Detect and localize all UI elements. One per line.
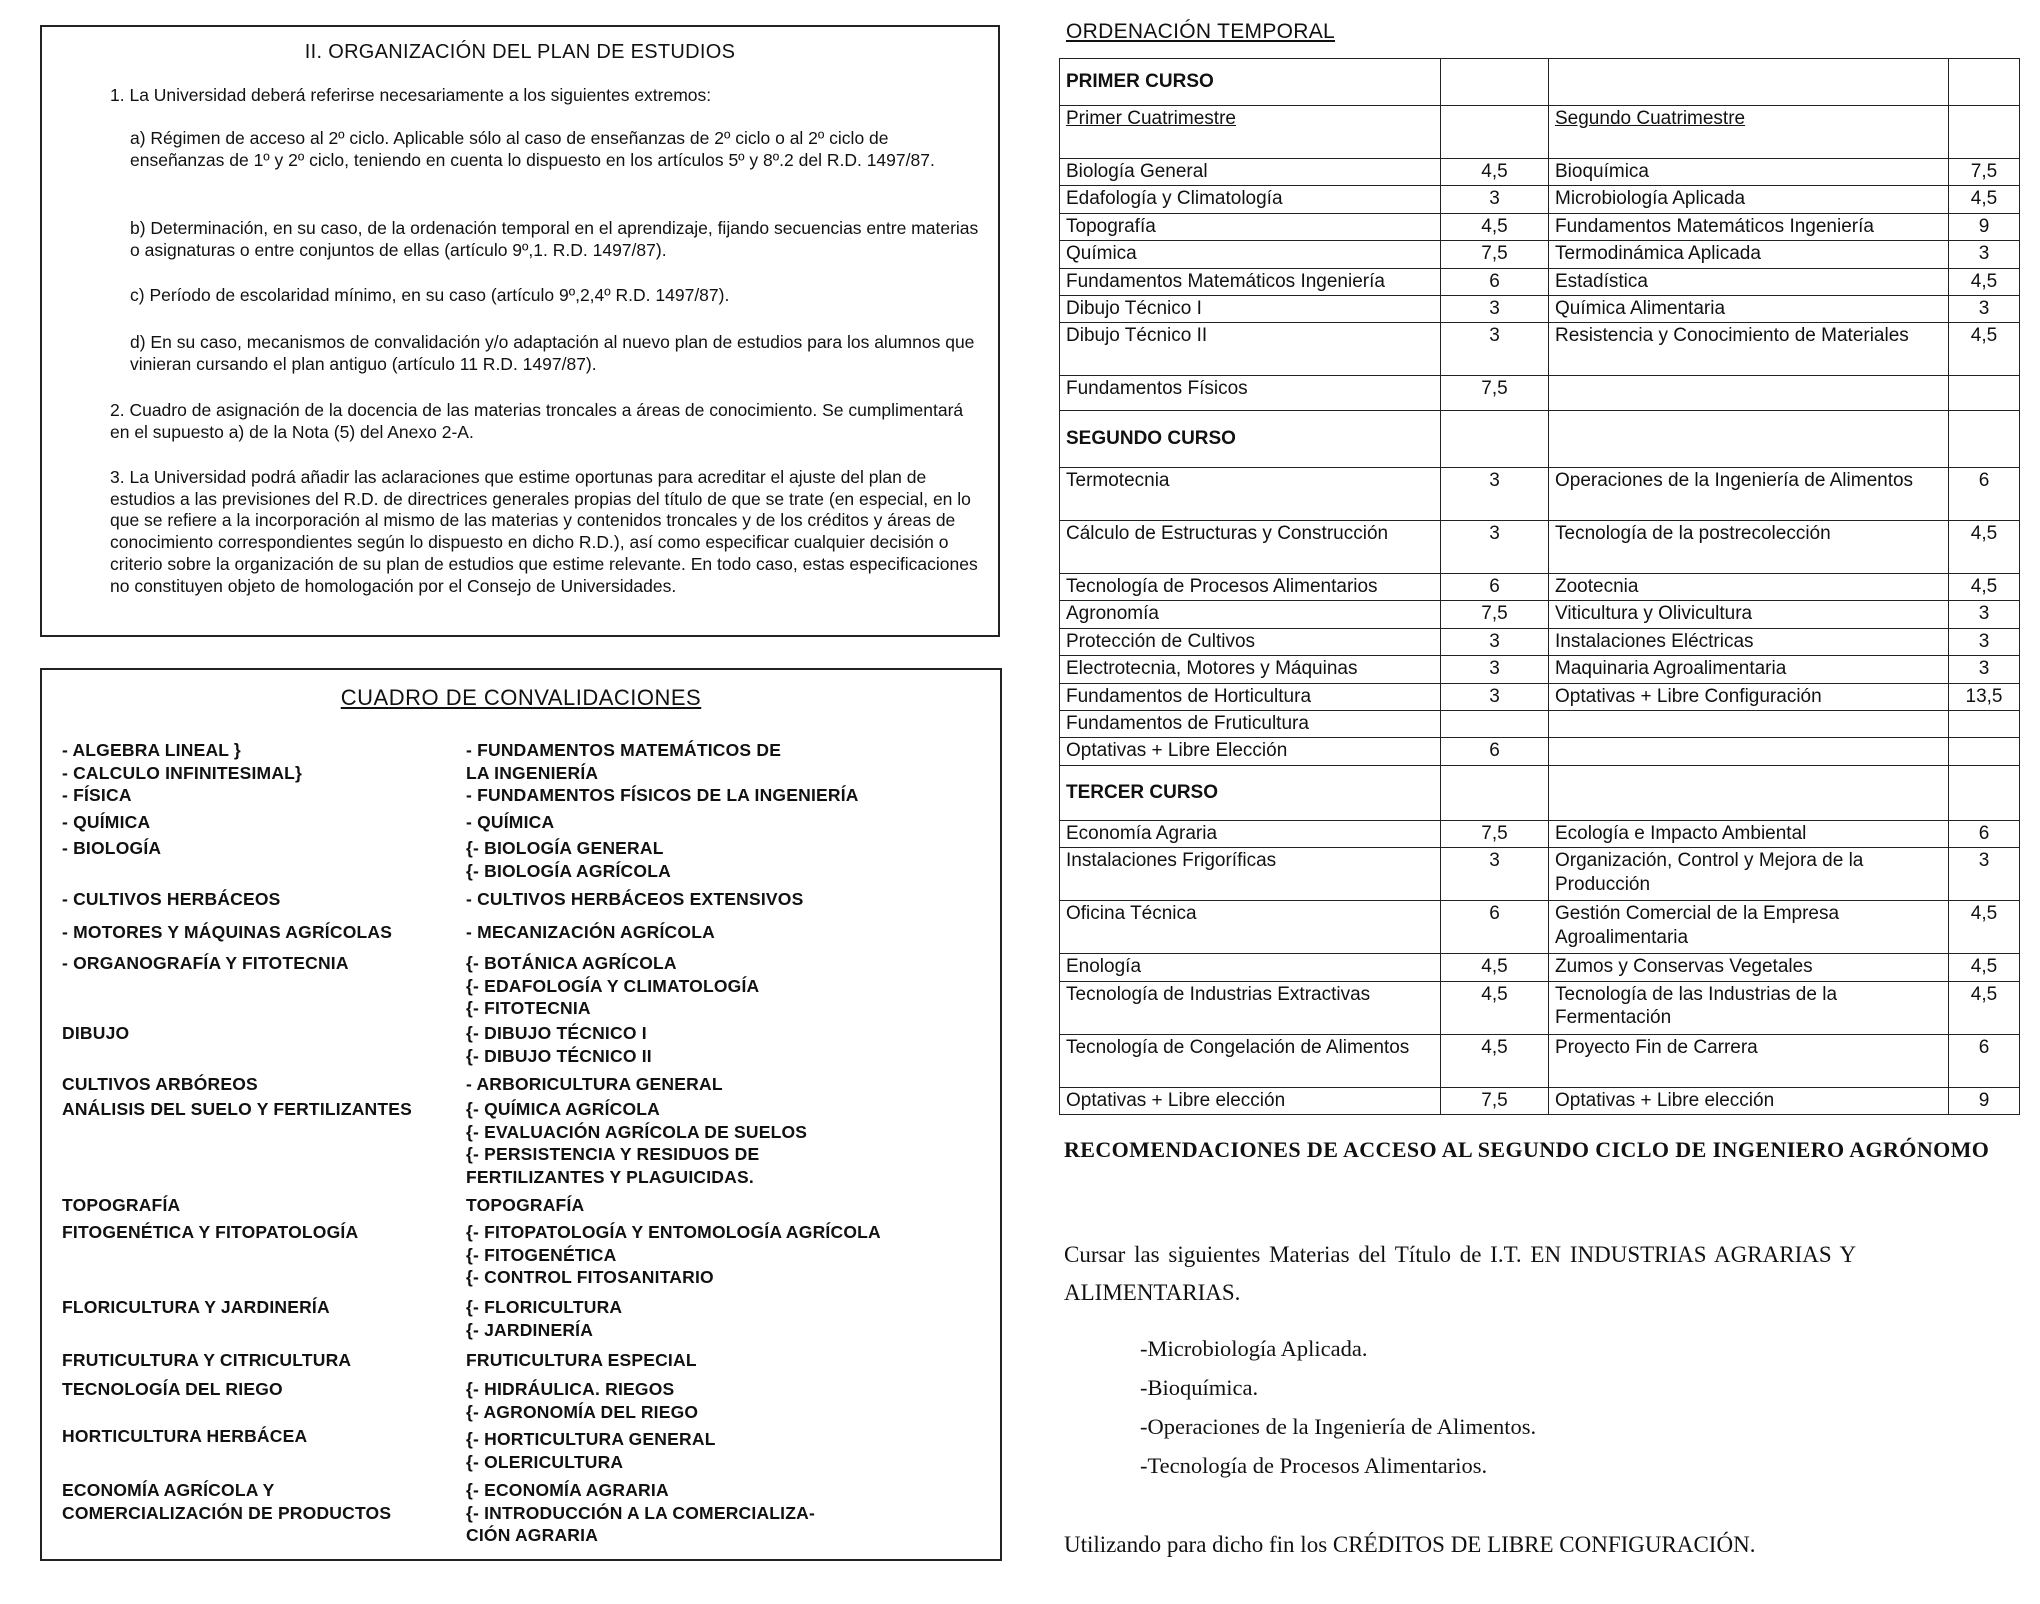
subject-first-term: Topografía: [1060, 213, 1441, 240]
subject-first-term: Optativas + Libre Elección: [1060, 738, 1441, 766]
conv-left-3: - QUÍMICA: [62, 812, 151, 832]
subject-first-term: Instalaciones Frigoríficas: [1060, 848, 1441, 901]
subject-first-term: Fundamentos de Horticultura: [1060, 683, 1441, 710]
credits-first-term: 4,5: [1441, 954, 1549, 981]
tercer-curso-rows: [1060, 820, 2020, 1114]
conv-right-11: TOPOGRAFÍA: [466, 1195, 585, 1215]
credits-first-term: 3: [1441, 520, 1549, 573]
conv-left-12: FITOGENÉTICA Y FITOPATOLOGÍA: [62, 1222, 359, 1242]
segundo-curso-rows: [1060, 467, 2020, 765]
table-row: [1060, 186, 2020, 213]
credits-first-term: 3: [1441, 628, 1549, 655]
table-row: [1060, 573, 2020, 600]
ordenacion-table: [1059, 58, 2020, 1115]
credits-first-term: 7,5: [1441, 820, 1549, 847]
subject-second-term: Proyecto Fin de Carrera: [1549, 1034, 1949, 1087]
subject-first-term: Edafología y Climatología: [1060, 186, 1441, 213]
conv-left-13: FLORICULTURA Y JARDINERÍA: [62, 1297, 330, 1317]
subject-first-term: Oficina Técnica: [1060, 901, 1441, 954]
credits-second-term: [1949, 738, 2020, 766]
conv-right-2: - FUNDAMENTOS FÍSICOS DE LA INGENIERÍA: [466, 785, 859, 805]
organizacion-box: [40, 25, 1000, 637]
credits-second-term: 4,5: [1949, 954, 2020, 981]
credits-first-term: 6: [1441, 738, 1549, 766]
segundo-cuatrimestre-label: Segundo Cuatrimestre: [1549, 105, 1949, 158]
credits-second-term: 6: [1949, 820, 2020, 847]
credits-first-term: 4,5: [1441, 981, 1549, 1034]
credits-first-term: 3: [1441, 186, 1549, 213]
convalidaciones-title: CUADRO DE CONVALIDACIONES: [340, 685, 702, 710]
subject-first-term: Fundamentos de Fruticultura: [1060, 711, 1441, 738]
credits-first-term: 3: [1441, 295, 1549, 322]
conv-right-3: - QUÍMICA: [466, 812, 555, 832]
subject-first-term: Protección de Cultivos: [1060, 628, 1441, 655]
subject-first-term: Dibujo Técnico I: [1060, 295, 1441, 322]
conv-right-15: {- HIDRÁULICA. RIEGOS {- AGRONOMÍA DEL RIEGO: [466, 1379, 699, 1422]
table-row: [1060, 158, 2020, 185]
credits-first-term: 3: [1441, 656, 1549, 683]
subject-second-term: Estadística: [1549, 268, 1949, 295]
recomendaciones-note: Utilizando para dicho fin los CRÉDITOS DE LIBRE CONFIGURACIÓN.: [1064, 1532, 1756, 1557]
table-row: [1060, 738, 2020, 766]
subject-second-term: Fundamentos Matemáticos Ingeniería: [1549, 213, 1949, 240]
conv-left-14: FRUTICULTURA Y CITRICULTURA: [62, 1350, 352, 1370]
conv-right-16: {- HORTICULTURA GENERAL {- OLERICULTURA: [466, 1429, 716, 1472]
conv-right-8: {- DIBUJO TÉCNICO I {- DIBUJO TÉCNICO II: [466, 1023, 652, 1066]
table-row: [1060, 820, 2020, 847]
conv-right-10: {- QUÍMICA AGRÍCOLA {- EVALUACIÓN AGRÍCOLA DE SUELOS {- PERSISTENCIA Y RESIDUOS DE FERTILIZANTES Y PLAGUICIDAS.: [466, 1099, 808, 1187]
credits-second-term: 4,5: [1949, 981, 2020, 1034]
credits-second-term: 7,5: [1949, 158, 2020, 185]
subject-first-term: Dibujo Técnico II: [1060, 323, 1441, 376]
recomendacion-item: -Bioquímica.: [1140, 1375, 1259, 1400]
subject-second-term: [1549, 376, 1949, 411]
subject-second-term: Microbiología Aplicada: [1549, 186, 1949, 213]
conv-left-11: TOPOGRAFÍA: [62, 1195, 181, 1215]
organizacion-item-c: c) Período de escolaridad mínimo, en su caso (artículo 9º,2,4º R.D. 1497/87).: [130, 285, 730, 305]
credits-first-term: 4,5: [1441, 158, 1549, 185]
conv-left-2: - FÍSICA: [62, 785, 132, 805]
credits-second-term: 3: [1949, 295, 2020, 322]
conv-right-12: {- FITOPATOLOGÍA Y ENTOMOLOGÍA AGRÍCOLA {- FITOGENÉTICA {- CONTROL FITOSANITARIO: [466, 1222, 881, 1287]
conv-right-17: {- ECONOMÍA AGRARIA {- INTRODUCCIÓN A LA COMERCIALIZA- CIÓN AGRARIA: [466, 1480, 815, 1545]
subject-second-term: Resistencia y Conocimiento de Materiales: [1549, 323, 1949, 376]
subject-second-term: Zumos y Conservas Vegetales: [1549, 954, 1949, 981]
subject-first-term: Electrotecnia, Motores y Máquinas: [1060, 656, 1441, 683]
subject-first-term: Fundamentos Matemáticos Ingeniería: [1060, 268, 1441, 295]
subject-first-term: Química: [1060, 241, 1441, 268]
credits-second-term: [1949, 376, 2020, 411]
subject-first-term: Optativas + Libre elección: [1060, 1087, 1441, 1114]
table-row: [1060, 59, 2020, 106]
organizacion-item-d: d) En su caso, mecanismos de convalidación y/o adaptación al nuevo plan de estudios para los alumnos que vinieran cursando el plan antiguo (artículo 11 R.D. 1497/87).: [130, 332, 975, 374]
conv-right-1: - FUNDAMENTOS MATEMÁTICOS DE LA INGENIERÍA: [466, 740, 782, 783]
subject-first-term: Fundamentos Físicos: [1060, 376, 1441, 411]
subject-first-term: Cálculo de Estructuras y Construcción: [1060, 520, 1441, 573]
credits-second-term: 3: [1949, 601, 2020, 628]
table-row: [1060, 268, 2020, 295]
subject-second-term: Zootecnia: [1549, 573, 1949, 600]
credits-second-term: 3: [1949, 656, 2020, 683]
credits-first-term: 7,5: [1441, 601, 1549, 628]
credits-first-term: 3: [1441, 323, 1549, 376]
conv-left-8: DIBUJO: [62, 1023, 130, 1043]
organizacion-p3: 3. La Universidad podrá añadir las aclaraciones que estime oportunas para acreditar el ajuste del plan de estudios a las previsiones del R.D. de directrices generales propias del título de que se trate (en especial, en lo que se refiere a la incorporación al mismo de las materias y contenidos troncales y de los créditos y áreas de conocimiento correspondientes según lo dispuesto en dicho R.D.), así como especificar cualquier decisión o criterio sobre la organización de su plan de estudios que estime relevante. En todo caso, estas especificaciones no constituyen objeto de homologación por el Consejo de Universidades.: [110, 467, 978, 596]
conv-left-15: TECNOLOGÍA DEL RIEGO: [62, 1379, 283, 1399]
subject-second-term: Ecología e Impacto Ambiental: [1549, 820, 1949, 847]
subject-second-term: Instalaciones Eléctricas: [1549, 628, 1949, 655]
credits-first-term: 6: [1441, 573, 1549, 600]
primer-curso-heading: PRIMER CURSO: [1060, 59, 1441, 106]
organizacion-p2: 2. Cuadro de asignación de la docencia de las materias troncales a áreas de conocimiento. Se cumplimentará en el supuesto a) de la Nota (5) del Anexo 2-A.: [110, 400, 964, 442]
subject-first-term: Enología: [1060, 954, 1441, 981]
table-row: [1060, 981, 2020, 1034]
credits-second-term: 9: [1949, 213, 2020, 240]
subject-second-term: Bioquímica: [1549, 158, 1949, 185]
credits-first-term: 7,5: [1441, 376, 1549, 411]
table-row: [1060, 213, 2020, 240]
conv-left-10: ANÁLISIS DEL SUELO Y FERTILIZANTES: [62, 1099, 413, 1119]
conv-left-5: - CULTIVOS HERBÁCEOS: [62, 889, 281, 909]
subject-first-term: Economía Agraria: [1060, 820, 1441, 847]
credits-first-term: 4,5: [1441, 213, 1549, 240]
conv-right-14: FRUTICULTURA ESPECIAL: [466, 1350, 697, 1370]
conv-right-6: - MECANIZACIÓN AGRÍCOLA: [466, 922, 715, 942]
credits-second-term: [1949, 711, 2020, 738]
table-row: [1060, 628, 2020, 655]
subject-second-term: Organización, Control y Mejora de la Producción: [1549, 848, 1949, 901]
table-row: [1060, 323, 2020, 376]
subject-first-term: Biología General: [1060, 158, 1441, 185]
table-row: [1060, 766, 2020, 821]
subject-second-term: [1549, 738, 1949, 766]
table-row: [1060, 295, 2020, 322]
table-row: [1060, 520, 2020, 573]
subject-second-term: Química Alimentaria: [1549, 295, 1949, 322]
credits-second-term: 4,5: [1949, 901, 2020, 954]
credits-second-term: 9: [1949, 1087, 2020, 1114]
subject-first-term: Tecnología de Congelación de Alimentos: [1060, 1034, 1441, 1087]
subject-second-term: Tecnología de las Industrias de la Fermentación: [1549, 981, 1949, 1034]
conv-left-4: - BIOLOGÍA: [62, 838, 162, 858]
subject-first-term: Tecnología de Procesos Alimentarios: [1060, 573, 1441, 600]
subject-first-term: Agronomía: [1060, 601, 1441, 628]
credits-second-term: 6: [1949, 467, 2020, 520]
recomendacion-item: -Operaciones de la Ingeniería de Alimentos.: [1140, 1414, 1537, 1439]
conv-right-7: {- BOTÁNICA AGRÍCOLA {- EDAFOLOGÍA Y CLIMATOLOGÍA {- FITOTECNIA: [466, 953, 760, 1018]
organizacion-item-b: b) Determinación, en su caso, de la ordenación temporal en el aprendizaje, fijando secuencias entre materias o asignaturas o entre conjuntos de ellas (artículo 9º,1. R.D. 1497/87).: [130, 218, 979, 260]
tercer-curso-heading: TERCER CURSO: [1060, 766, 1441, 821]
conv-left-7: - ORGANOGRAFÍA Y FITOTECNIA: [62, 953, 349, 973]
subject-first-term: Termotecnia: [1060, 467, 1441, 520]
credits-second-term: 13,5: [1949, 683, 2020, 710]
conv-right-9: - ARBORICULTURA GENERAL: [466, 1074, 723, 1094]
conv-right-4: {- BIOLOGÍA GENERAL {- BIOLOGÍA AGRÍCOLA: [466, 838, 671, 881]
conv-left-9: CULTIVOS ARBÓREOS: [62, 1074, 258, 1094]
recomendacion-item: -Microbiología Aplicada.: [1140, 1336, 1368, 1361]
credits-second-term: 4,5: [1949, 186, 2020, 213]
table-row: [1060, 105, 2020, 158]
subject-first-term: Tecnología de Industrias Extractivas: [1060, 981, 1441, 1034]
table-row: [1060, 901, 2020, 954]
credits-first-term: 6: [1441, 268, 1549, 295]
segundo-curso-heading: SEGUNDO CURSO: [1060, 410, 1441, 467]
table-row: [1060, 376, 2020, 411]
credits-first-term: 3: [1441, 467, 1549, 520]
convalidaciones-box: [40, 668, 1002, 1561]
table-row: [1060, 848, 2020, 901]
organizacion-item-a: a) Régimen de acceso al 2º ciclo. Aplicable sólo al caso de enseñanzas de 2º ciclo o al 2º ciclo de enseñanzas de 1º y 2º ciclo, teniendo en cuenta lo dispuesto en los artículos 5º y 8º.2 del R.D. 1497/87.: [130, 128, 935, 170]
table-row: [1060, 711, 2020, 738]
credits-second-term: 3: [1949, 241, 2020, 268]
credits-second-term: 3: [1949, 848, 2020, 901]
conv-left-6: - MOTORES Y MÁQUINAS AGRÍCOLAS: [62, 922, 393, 942]
credits-first-term: 7,5: [1441, 241, 1549, 268]
credits-second-term: 4,5: [1949, 268, 2020, 295]
credits-first-term: 3: [1441, 683, 1549, 710]
credits-second-term: 6: [1949, 1034, 2020, 1087]
table-row: [1060, 410, 2020, 467]
table-row: [1060, 601, 2020, 628]
recomendacion-item: -Tecnología de Procesos Alimentarios.: [1140, 1453, 1488, 1478]
conv-left-17: ECONOMÍA AGRÍCOLA Y COMERCIALIZACIÓN DE PRODUCTOS: [62, 1480, 392, 1523]
conv-right-5: - CULTIVOS HERBÁCEOS EXTENSIVOS: [466, 889, 804, 909]
credits-first-term: 3: [1441, 848, 1549, 901]
credits-second-term: 3: [1949, 628, 2020, 655]
conv-left-16: HORTICULTURA HERBÁCEA: [62, 1426, 308, 1446]
credits-first-term: 4,5: [1441, 1034, 1549, 1087]
credits-second-term: 4,5: [1949, 323, 2020, 376]
recomendaciones-intro: Cursar las siguientes Materias del Título de I.T. EN INDUSTRIAS AGRARIAS Y ALIMENTARIAS.: [1064, 1242, 1856, 1305]
conv-left-1: - ALGEBRA LINEAL } - CALCULO INFINITESIMAL}: [62, 740, 303, 783]
subject-second-term: Optativas + Libre Configuración: [1549, 683, 1949, 710]
ordenacion-title: ORDENACIÓN TEMPORAL: [1066, 20, 1336, 43]
credits-second-term: 4,5: [1949, 573, 2020, 600]
table-row: [1060, 656, 2020, 683]
credits-second-term: 4,5: [1949, 520, 2020, 573]
organizacion-title: II. ORGANIZACIÓN DEL PLAN DE ESTUDIOS: [304, 41, 736, 63]
subject-second-term: Viticultura y Olivicultura: [1549, 601, 1949, 628]
recomendaciones-title: RECOMENDACIONES DE ACCESO AL SEGUNDO CICLO DE INGENIERO AGRÓNOMO: [1064, 1137, 1990, 1162]
subject-second-term: Maquinaria Agroalimentaria: [1549, 656, 1949, 683]
conv-right-13: {- FLORICULTURA {- JARDINERÍA: [466, 1297, 623, 1340]
subject-second-term: Gestión Comercial de la Empresa Agroalimentaria: [1549, 901, 1949, 954]
table-row: [1060, 683, 2020, 710]
subject-second-term: Optativas + Libre elección: [1549, 1087, 1949, 1114]
subject-second-term: Termodinámica Aplicada: [1549, 241, 1949, 268]
subject-second-term: Operaciones de la Ingeniería de Alimentos: [1549, 467, 1949, 520]
table-row: [1060, 1087, 2020, 1114]
subject-second-term: [1549, 711, 1949, 738]
subject-second-term: Tecnología de la postrecolección: [1549, 520, 1949, 573]
table-row: [1060, 1034, 2020, 1087]
table-row: [1060, 954, 2020, 981]
organizacion-p1: 1. La Universidad deberá referirse necesariamente a los siguientes extremos:: [110, 85, 712, 105]
credits-first-term: 6: [1441, 901, 1549, 954]
table-row: [1060, 241, 2020, 268]
primer-curso-rows: [1060, 158, 2020, 410]
primer-cuatrimestre-label: Primer Cuatrimestre: [1060, 105, 1441, 158]
table-row: [1060, 467, 2020, 520]
credits-first-term: [1441, 711, 1549, 738]
credits-first-term: 7,5: [1441, 1087, 1549, 1114]
